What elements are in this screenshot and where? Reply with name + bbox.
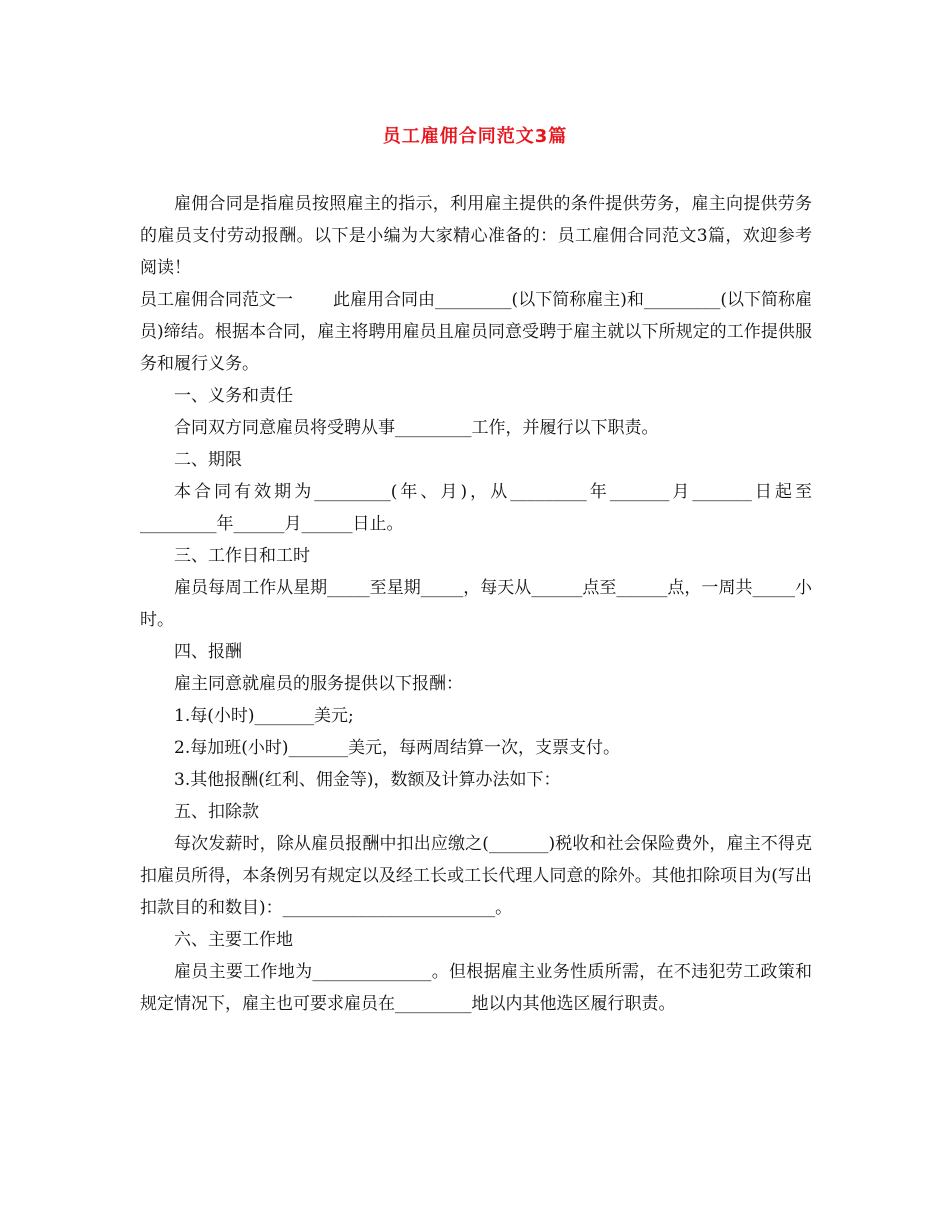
section-4-item-1: 1.每(小时)_______美元;: [174, 706, 354, 726]
section-4-text: 雇主同意就雇员的服务提供以下报酬：: [174, 674, 463, 694]
section-5-title: 五、扣除款: [174, 802, 259, 822]
section-6-text: 雇员主要工作地为______________。但根据雇主业务性质所需，在不违犯劳工政策和规定情况下，雇主也可要求雇员在_________地以内其他选区履行职责。: [140, 962, 812, 1014]
section-1-title: 一、义务和责任: [174, 386, 293, 406]
contract-intro-text: 此雇用合同由_________(以下简称雇主)和_________(以下简称雇员)缔结。根据本合同，雇主将聘用雇员且雇员同意受聘于雇主就以下所规定的工作提供服务和履行义务。: [140, 290, 812, 374]
contract-heading: 员工雇佣合同范文一: [140, 290, 294, 310]
document-body: [140, 188, 812, 1020]
section-3-text: 雇员每周工作从星期_____至星期_____，每天从______点至______点，一周共_____小时。: [140, 578, 812, 630]
document-title: 员工雇佣合同范文3篇: [382, 126, 568, 147]
section-2-text: 本合同有效期为_________(年、月)，从_________年_______月_______日起至_________年______月______日止。: [140, 482, 812, 534]
section-1-text: 合同双方同意雇员将受聘从事_________工作，并履行以下职责。: [174, 418, 659, 438]
section-4-item-2: 2.每加班(小时)_______美元，每两周结算一次，支票支付。: [174, 738, 620, 758]
section-2-title: 二、期限: [174, 450, 242, 470]
contract-intro-paragraph: [140, 284, 812, 380]
section-6-title: 六、主要工作地: [174, 930, 293, 950]
section-5-text: 每次发薪时，除从雇员报酬中扣出应缴之(_______)税收和社会保险费外，雇主不得克扣雇员所得，本条例另有规定以及经工长或工长代理人同意的除外。其他扣除项目为(写出扣款目的和数目)：_________________________。: [140, 834, 812, 918]
section-4-item-3: 3.其他报酬(红利、佣金等)，数额及计算办法如下：: [174, 770, 561, 790]
section-3-title: 三、工作日和工时: [174, 546, 310, 566]
intro-paragraph: 雇佣合同是指雇员按照雇主的指示，利用雇主提供的条件提供劳务，雇主向提供劳务的雇员支付劳动报酬。以下是小编为大家精心准备的：员工雇佣合同范文3篇，欢迎参考阅读！: [140, 194, 812, 278]
section-4-title: 四、报酬: [174, 642, 242, 662]
